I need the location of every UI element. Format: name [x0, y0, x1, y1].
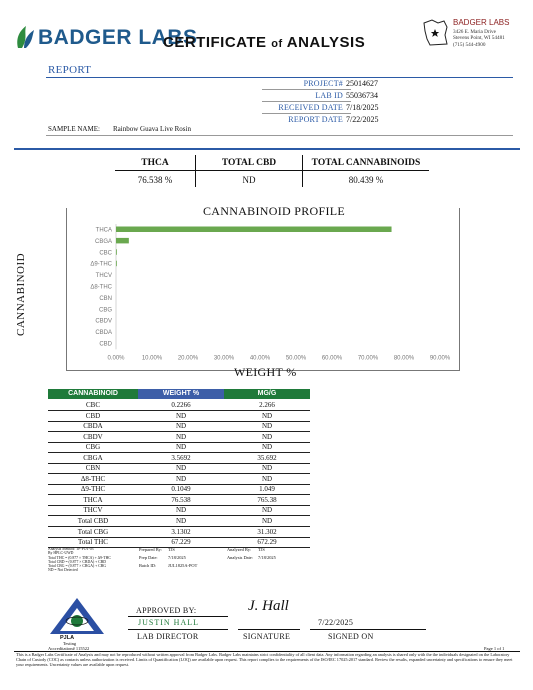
title-of: of	[271, 38, 283, 50]
results-cell-name: CBG	[85, 443, 101, 451]
chart-title: CANNABINOID PROFILE	[200, 204, 348, 219]
results-cell-mgg: 2.266	[259, 401, 275, 409]
method-note: Analysis Method: TP-POT-03	[48, 547, 94, 551]
report-label: REPORT	[48, 64, 92, 76]
received-date-label: RECEIVED DATE	[278, 103, 343, 112]
report-date-label: REPORT DATE	[288, 115, 343, 124]
chart-y-axis-label: CANNABINOID	[15, 252, 27, 336]
results-cell-name: Δ9-THC	[80, 485, 106, 493]
approver-divider	[128, 629, 228, 630]
chart-category-label: CBDV	[95, 318, 112, 325]
method-note: ND = Not Detected	[48, 568, 78, 573]
results-cell-mgg: ND	[261, 422, 273, 430]
section-rule	[14, 148, 520, 150]
signature-line	[238, 629, 300, 630]
approved-by-label: APPROVED BY:	[136, 606, 197, 615]
method-note: By HPLC-UWD	[48, 551, 74, 556]
summary-total-cbd-value: ND	[242, 175, 256, 185]
pjla-accreditation-logo-icon	[48, 596, 106, 636]
analysis-date-value: 7/18/2025	[258, 555, 276, 560]
address-line: Stevens Point, WI 54481	[453, 35, 505, 42]
chart-bar	[116, 238, 129, 244]
results-cell-name: CBN	[85, 464, 101, 472]
results-header-weight: WEIGHT %	[138, 389, 224, 399]
approved-by-divider	[128, 616, 228, 617]
chart-category-label: CBGA	[94, 238, 112, 245]
lab-name: BADGER LABS	[453, 18, 510, 27]
results-cell-name: CBDA	[83, 422, 103, 430]
results-cell-mgg: 765.38	[257, 495, 277, 504]
chart-category-label: CBD	[99, 341, 112, 348]
row-divider	[262, 101, 351, 102]
chart-x-tick-label: 20.00%	[177, 355, 199, 362]
analyzed-by-value: TJS	[258, 547, 265, 552]
title-end: ANALYSIS	[286, 34, 366, 51]
chart-x-tick-label: 70.00%	[357, 355, 379, 362]
results-header-mgg: MG/G	[224, 389, 310, 399]
results-cell-weight: 0.1049	[171, 485, 191, 493]
results-cell-name: THCV	[83, 506, 103, 514]
results-cell-weight: ND	[175, 411, 187, 420]
chart-x-tick-label: 0.00%	[107, 355, 125, 362]
project-value: 25014627	[346, 79, 378, 88]
results-cell-weight: ND	[175, 443, 187, 451]
results-cell-name: CBC	[85, 401, 100, 409]
chart-x-tick-label: 30.00%	[213, 355, 235, 362]
results-cell-mgg: ND	[261, 443, 273, 451]
results-cell-name: Total CBD	[77, 517, 109, 525]
signed-on-label: SIGNED ON	[328, 632, 374, 641]
results-cell-weight: 3.5692	[171, 453, 191, 462]
results-cell-weight: ND	[175, 432, 187, 441]
results-cell-mgg: ND	[261, 474, 273, 483]
results-cell-mgg: ND	[261, 411, 273, 420]
chart-x-axis-label: WEIGHT %	[234, 365, 297, 379]
analyzed-by-label: Analyzed By:	[227, 547, 252, 552]
signed-date-line	[310, 629, 426, 630]
sample-divider	[46, 135, 513, 136]
chart-x-tick-label: 40.00%	[249, 355, 271, 362]
chart-x-tick-label: 90.00%	[429, 355, 451, 362]
results-cell-weight: 67.229	[171, 538, 191, 546]
address-line: (715) 544-4900	[453, 41, 486, 48]
lab-address	[453, 29, 505, 48]
batch-id-label: Batch ID:	[139, 563, 157, 568]
lab-id-value: 55036734	[346, 91, 378, 100]
lab-id-label: LAB ID	[315, 91, 343, 100]
document-title	[163, 34, 365, 51]
results-cell-weight: ND	[175, 474, 187, 483]
results-cell-weight: 76.538	[171, 495, 191, 504]
results-cell-mgg: ND	[261, 517, 273, 525]
results-cell-weight: 3.1302	[171, 527, 191, 536]
row-divider	[262, 113, 351, 114]
pjla-accreditation-number: Accreditation# 115522	[48, 646, 90, 651]
results-header-cannabinoid: CANNABINOID	[48, 389, 138, 399]
approver-name: JUSTIN HALL	[138, 618, 199, 627]
chart-x-tick-label: 80.00%	[393, 355, 415, 362]
results-cell-name: CBGA	[83, 453, 103, 462]
wisconsin-map-icon	[420, 17, 452, 49]
method-note: Total CBG = (0.877 × CBGA) + CBG	[48, 564, 107, 569]
disclaimer-text: This is a Badger Labs Certificate of Analysis and may not be reproduced without written approval from Badger Labs. Badger Labs maintains strict confidentiality of all client data. Any information regarding an analysis is shared only with the the individuals designated on the Laboratory Chain of Custody (COC) as contacts unless authorization is received. Limits of Quantification (LOQ) are available upon request. This report complies to the requirements of the ISO/IEC 17025:2017 standard. Review the results, expanded uncertainty and specifications to ensure they meet your requirements. Uncertainty values are available upon request.	[16, 652, 513, 668]
analysis-date-label: Analysis Date:	[227, 555, 253, 560]
sample-name-label: SAMPLE NAME:	[48, 125, 100, 133]
results-cell-weight: ND	[175, 506, 187, 514]
results-cell-mgg: ND	[261, 506, 273, 514]
chart-x-tick-label: 50.00%	[285, 355, 307, 362]
results-cell-weight: ND	[175, 517, 187, 525]
chart-x-tick-label: 60.00%	[321, 355, 343, 362]
results-cell-name: Total THC	[78, 538, 108, 546]
summary-thca-value: 76.538 %	[137, 175, 173, 185]
prep-date-value: 7/18/2025	[168, 555, 186, 560]
method-notes	[48, 547, 128, 573]
chart-bar	[116, 249, 117, 255]
chart-category-label: THCA	[95, 227, 112, 234]
results-cell-mgg: ND	[261, 464, 273, 472]
results-cell-mgg: 35.692	[257, 453, 277, 462]
badger-leaf-logo-icon	[14, 24, 36, 50]
results-cell-name: THCA	[83, 495, 103, 504]
report-date-value: 7/22/2025	[346, 115, 379, 124]
approver-title: LAB DIRECTOR	[137, 632, 199, 641]
method-note: Total THC = (0.877 × THCA) + Δ9-THC	[48, 555, 111, 560]
project-label: PROJECT#	[303, 79, 343, 88]
summary-total-cannabinoids-value: 80.439 %	[348, 175, 384, 185]
method-note: Total CBD = (0.877 × CBDA) + CBD	[48, 559, 107, 564]
chart-category-label: CBC	[99, 250, 112, 257]
results-cell-name: Total CBG	[77, 527, 109, 536]
pjla-name: PJLA	[60, 635, 75, 641]
page-number: Page 1 of 1	[484, 646, 505, 651]
summary-thca-header: THCA	[141, 158, 169, 168]
address-line: 3426 E. Maria Drive	[453, 29, 496, 35]
results-cell-mgg: ND	[261, 432, 273, 441]
received-date-value: 7/18/2025	[346, 103, 379, 112]
prepared-by-label: Prepared By:	[139, 547, 163, 552]
results-cell-name: CBDV	[83, 432, 103, 441]
chart-category-label: Δ9-THC	[90, 261, 112, 268]
title-main: CERTIFICATE	[163, 34, 267, 51]
results-cell-mgg: 672.29	[257, 538, 277, 546]
batch-id-value: JUL1825A-POT	[168, 563, 198, 568]
prepared-by-value: TJS	[168, 547, 175, 552]
results-cell-mgg: 31.302	[257, 527, 277, 536]
summary-total-cannabinoids-header: TOTAL CANNABINOIDS	[311, 158, 421, 168]
signature-label: SIGNATURE	[243, 632, 291, 641]
results-cell-name: CBD	[85, 411, 101, 420]
chart-x-tick-label: 10.00%	[141, 355, 163, 362]
prep-date-label: Prep Date:	[139, 555, 158, 560]
chart-bar	[116, 261, 117, 267]
summary-divider	[115, 170, 429, 171]
chart-bar	[116, 227, 392, 233]
pjla-testing: Testing	[63, 641, 77, 646]
chart-category-label: CBN	[99, 295, 112, 302]
results-cell-name: Δ8-THC	[80, 474, 106, 483]
cannabinoid-profile-chart	[84, 220, 454, 365]
sample-name-value: Rainbow Guava Live Rosin	[113, 125, 191, 133]
results-cell-mgg: 1.049	[259, 485, 275, 493]
logo-text: BADGER LABS	[38, 26, 198, 49]
summary-total-cbd-header: TOTAL CBD	[221, 158, 277, 168]
chart-category-label: CBG	[98, 307, 112, 314]
report-divider	[46, 77, 513, 78]
results-cell-weight: ND	[175, 464, 187, 472]
results-cell-weight: ND	[175, 422, 187, 430]
row-divider	[262, 89, 351, 90]
signature-text: J. Hall	[248, 598, 289, 614]
signed-date: 7/22/2025	[318, 618, 354, 627]
chart-category-label: Δ8-THC	[90, 284, 112, 291]
chart-category-label: CBDA	[95, 330, 112, 337]
chart-category-label: THCV	[95, 273, 112, 280]
results-cell-weight: 0.2266	[171, 401, 191, 409]
